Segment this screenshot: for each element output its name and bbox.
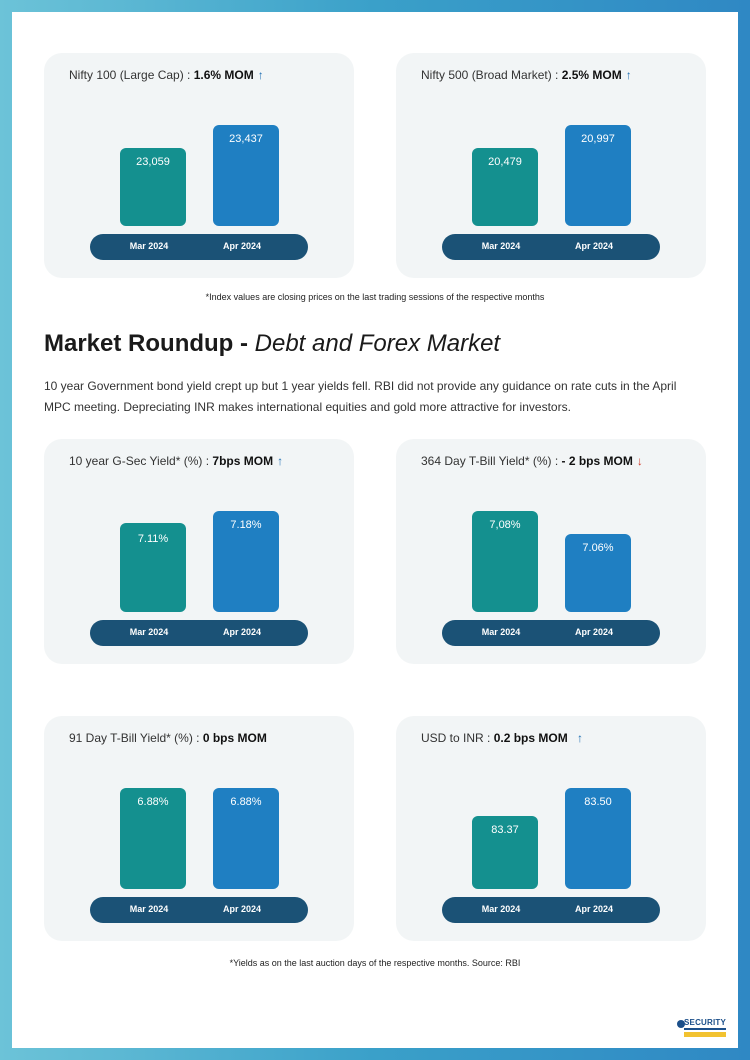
x-tick-label: Apr 2024 — [222, 627, 262, 637]
logo-text: SECURITY — [684, 1018, 727, 1027]
bar-label: 7.11% — [137, 533, 169, 545]
arrow-up-icon: ↑ — [577, 731, 584, 745]
tbill-364-card — [396, 439, 706, 664]
bar-mar-2024 — [472, 511, 538, 612]
bar-mar-2024 — [120, 523, 186, 612]
x-tick-label: Mar 2024 — [481, 241, 521, 251]
x-axis-pill — [90, 897, 308, 923]
change-value: 0 bps MOM — [202, 731, 267, 745]
bar-label: 6.88% — [137, 796, 169, 808]
x-tick-label: Mar 2024 — [129, 904, 169, 914]
x-tick-label: Apr 2024 — [574, 904, 614, 914]
bar-label: 20,997 — [581, 133, 615, 145]
change-value: 7bps MOM — [212, 454, 274, 468]
bar-mar-2024 — [472, 816, 538, 889]
nifty-100-card — [44, 53, 354, 278]
nifty-500-card — [396, 53, 706, 278]
index-footnote: *Index values are closing prices on the last trading sessions of the respective months — [205, 292, 545, 302]
card-title: 91 Day T-Bill Yield* (%) : 0 bps MOM — [69, 731, 267, 745]
x-axis-pill — [90, 620, 308, 646]
card-title: 364 Day T-Bill Yield* (%) : - 2 bps MOM ↓ — [421, 454, 643, 468]
report-page — [12, 12, 738, 1048]
bar-label: 20,479 — [488, 156, 522, 168]
bar-apr-2024 — [213, 511, 279, 612]
company-logo — [676, 1016, 728, 1040]
bar-label: 83.37 — [491, 824, 519, 836]
bar-apr-2024 — [213, 788, 279, 889]
x-tick-label: Mar 2024 — [129, 241, 169, 251]
bar-apr-2024 — [565, 788, 631, 889]
bar-mar-2024 — [120, 788, 186, 889]
x-axis-pill — [442, 897, 660, 923]
arrow-up-icon: ↑ — [257, 68, 264, 82]
bar-label: 23,437 — [229, 133, 263, 145]
x-axis-pill — [442, 234, 660, 260]
x-tick-label: Mar 2024 — [481, 904, 521, 914]
gsec-yield-card — [44, 439, 354, 664]
yield-footnote: *Yields as on the last auction days of the respective months. Source: RBI — [229, 958, 521, 968]
x-tick-label: Mar 2024 — [129, 627, 169, 637]
bar-apr-2024 — [565, 125, 631, 226]
tbill-91-card — [44, 716, 354, 941]
section-heading: Market Roundup - Debt and Forex Market — [44, 330, 501, 357]
bar-label: 7,08% — [489, 519, 521, 531]
x-tick-label: Apr 2024 — [574, 241, 614, 251]
bar-label: 23,059 — [136, 156, 170, 168]
card-title: Nifty 500 (Broad Market) : 2.5% MOM ↑ — [421, 68, 632, 82]
bar-label: 6.88% — [230, 796, 262, 808]
section-paragraph: 10 year Government bond yield crept up but 1 year yields fell. RBI did not provide any guidance on rate cuts in the April MPC meeting. Depreciating INR makes international equities and gold more attractive for investors. — [44, 379, 677, 414]
arrow-up-icon: ↑ — [625, 68, 632, 82]
bar-label: 7.06% — [582, 542, 614, 554]
card-title: USD to INR : 0.2 bps MOM ↑ — [421, 731, 584, 745]
usd-inr-card — [396, 716, 706, 941]
x-tick-label: Mar 2024 — [481, 627, 521, 637]
bar-mar-2024 — [120, 148, 186, 226]
bar-label: 7.18% — [230, 519, 262, 531]
x-axis-pill — [90, 234, 308, 260]
card-title: Nifty 100 (Large Cap) : 1.6% MOM ↑ — [69, 68, 264, 82]
bar-apr-2024 — [565, 534, 631, 612]
x-tick-label: Apr 2024 — [222, 241, 262, 251]
x-tick-label: Apr 2024 — [574, 627, 614, 637]
bar-label: 83.50 — [584, 796, 612, 808]
change-value: 1.6% MOM — [193, 68, 254, 82]
arrow-up-icon: ↑ — [277, 454, 284, 468]
bar-apr-2024 — [213, 125, 279, 226]
card-title: 10 year G-Sec Yield* (%) : 7bps MOM ↑ — [69, 454, 284, 468]
x-axis-pill — [442, 620, 660, 646]
change-value: 2.5% MOM — [561, 68, 622, 82]
change-value: - 2 bps MOM — [561, 454, 633, 468]
x-tick-label: Apr 2024 — [222, 904, 262, 914]
bar-mar-2024 — [472, 148, 538, 226]
arrow-down-icon: ↓ — [636, 454, 643, 468]
change-value: 0.2 bps MOM — [493, 731, 568, 745]
